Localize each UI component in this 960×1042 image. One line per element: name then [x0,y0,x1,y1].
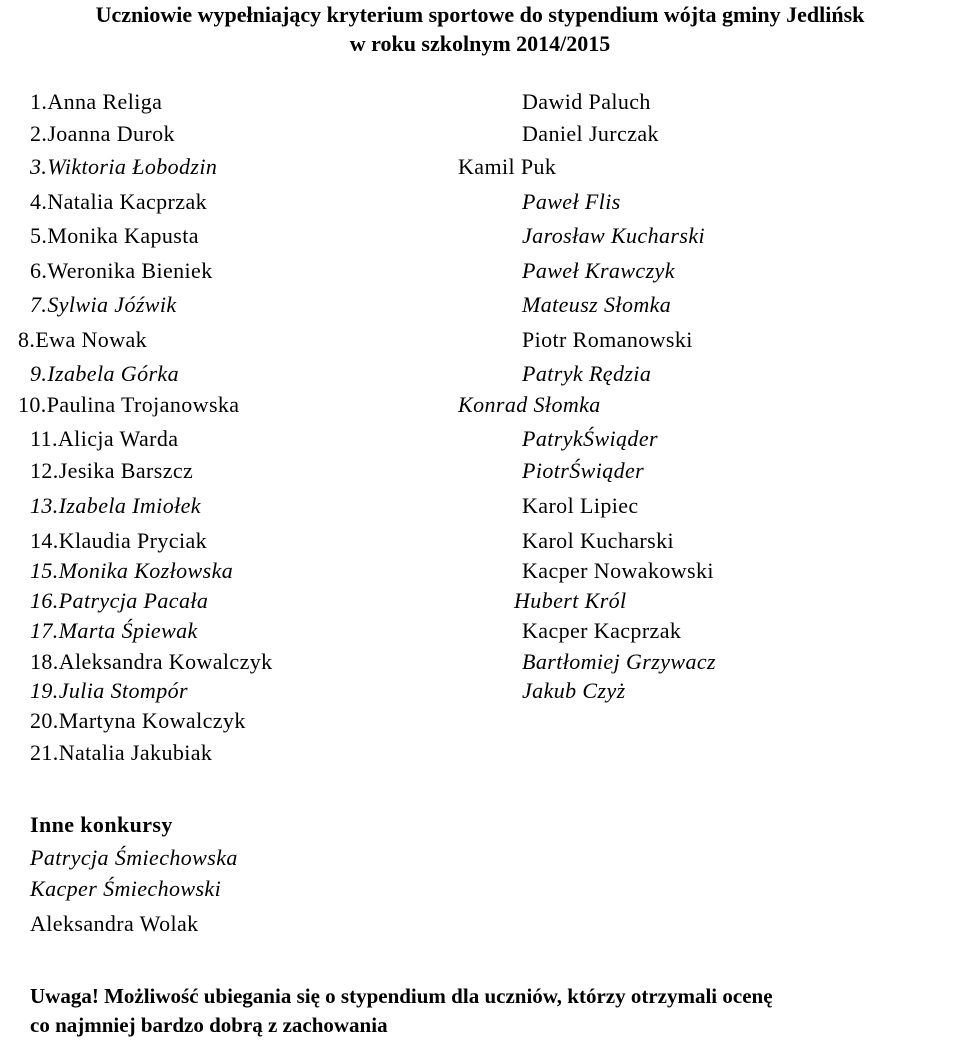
girl-list-item [18,326,147,354]
girl-list-item [18,391,239,419]
girl-name: Klaudia Pryciak [58,528,208,553]
girl-number: 5. [30,223,48,248]
girl-number: 16. [30,588,59,613]
girl-number: 20. [30,708,59,733]
girl-number: 1. [30,89,48,114]
boy-name: Kacper Nowakowski [522,558,714,583]
girl-number: 21. [30,740,59,765]
other-contest-name: Kacper Śmiechowski [30,876,222,901]
girl-name: Marta Śpiewak [58,618,198,643]
boy-name: Mateusz Słomka [522,292,672,317]
girl-number: 4. [30,189,48,214]
other-contests-heading: Inne konkursy [30,812,173,837]
girl-list-item [30,648,273,676]
girl-list-item [30,527,207,555]
girl-list-item [30,492,201,520]
boy-name: Hubert Król [514,588,627,613]
girl-number: 14. [30,528,59,553]
girl-list-item [30,222,199,250]
other-contest-name: Patrycja Śmiechowska [30,845,238,870]
boy-name: Kacper Kacprzak [522,618,682,643]
girl-list-item [30,88,162,116]
girl-list-item [30,120,175,148]
note-line-2: co najmniej bardzo dobrą z zachowania [30,1013,388,1037]
girl-name: Izabela Imiołek [58,493,201,518]
girl-list-item [30,587,208,615]
girl-number: 8. [18,327,36,352]
girl-number: 6. [30,258,48,283]
girl-name: Weronika Bieniek [47,258,213,283]
boy-name: PatrykŚwiąder [522,426,658,451]
note-line-1: Uwaga! Możliwość ubiegania się o stypendium dla uczniów, którzy otrzymali ocenę [30,984,773,1008]
girl-name: Joanna Durok [47,121,175,146]
boy-name: Karol Lipiec [522,493,639,518]
girl-number: 17. [30,618,59,643]
document-subtitle: w roku szkolnym 2014/2015 [349,31,611,56]
girl-list-item [30,617,198,645]
girl-name: Paulina Trojanowska [46,392,240,417]
girl-name: Jesika Barszcz [58,458,194,483]
boy-name: Daniel Jurczak [522,121,659,146]
girl-number: 12. [30,458,59,483]
boy-name: Paweł Flis [522,189,621,214]
boy-name: Jakub Czyż [522,678,626,703]
girl-name: Martyna Kowalczyk [58,708,246,733]
girl-number: 7. [30,292,48,317]
boy-name: Dawid Paluch [522,89,651,114]
girl-name: Monika Kapusta [47,223,199,248]
boy-name: PiotrŚwiąder [522,458,645,483]
girl-list-item [30,188,207,216]
girl-name: Anna Religa [47,89,163,114]
girl-name: Wiktoria Łobodzin [47,154,218,179]
girl-list-item [30,425,178,453]
girl-list-item [30,677,188,705]
girl-list-item [30,707,246,735]
girl-name: Natalia Jakubiak [58,740,213,765]
girl-list-item [30,739,212,767]
girl-list-item [30,257,213,285]
boy-name: Paweł Krawczyk [522,258,675,283]
girl-number: 19. [30,678,59,703]
girl-name: Patrycja Pacała [58,588,209,613]
girl-number: 3. [30,154,48,179]
girl-number: 2. [30,121,48,146]
boy-name: Jarosław Kucharski [522,223,705,248]
boy-name: Konrad Słomka [458,392,601,417]
girl-name: Alicja Warda [57,426,179,451]
girl-list-item [30,557,233,585]
other-contest-name: Aleksandra Wolak [30,911,199,936]
girl-name: Ewa Nowak [35,327,148,352]
girl-list-item [30,457,193,485]
document-title: Uczniowie wypełniający kryterium sportowe do stypendium wójta gminy Jedlińsk [95,2,865,27]
girl-list-item [30,360,179,388]
boy-name: Patryk Rędzia [522,361,652,386]
boy-name: Karol Kucharski [522,528,675,553]
boy-name: Piotr Romanowski [522,327,693,352]
boy-name: Bartłomiej Grzywacz [522,649,716,674]
girl-number: 9. [30,361,48,386]
girl-list-item [30,291,177,319]
girl-number: 18. [30,649,59,674]
boy-name: Kamil Puk [458,154,557,179]
girl-number: 15. [30,558,59,583]
girl-name: Julia Stompór [58,678,188,703]
girl-number: 10. [18,392,47,417]
girl-name: Sylwia Jóźwik [47,292,177,317]
girl-list-item [30,153,217,181]
girl-name: Monika Kozłowska [58,558,234,583]
girl-name: Natalia Kacprzak [47,189,208,214]
girl-name: Aleksandra Kowalczyk [58,649,273,674]
girl-number: 11. [30,426,58,451]
girl-name: Izabela Górka [47,361,179,386]
girl-number: 13. [30,493,59,518]
